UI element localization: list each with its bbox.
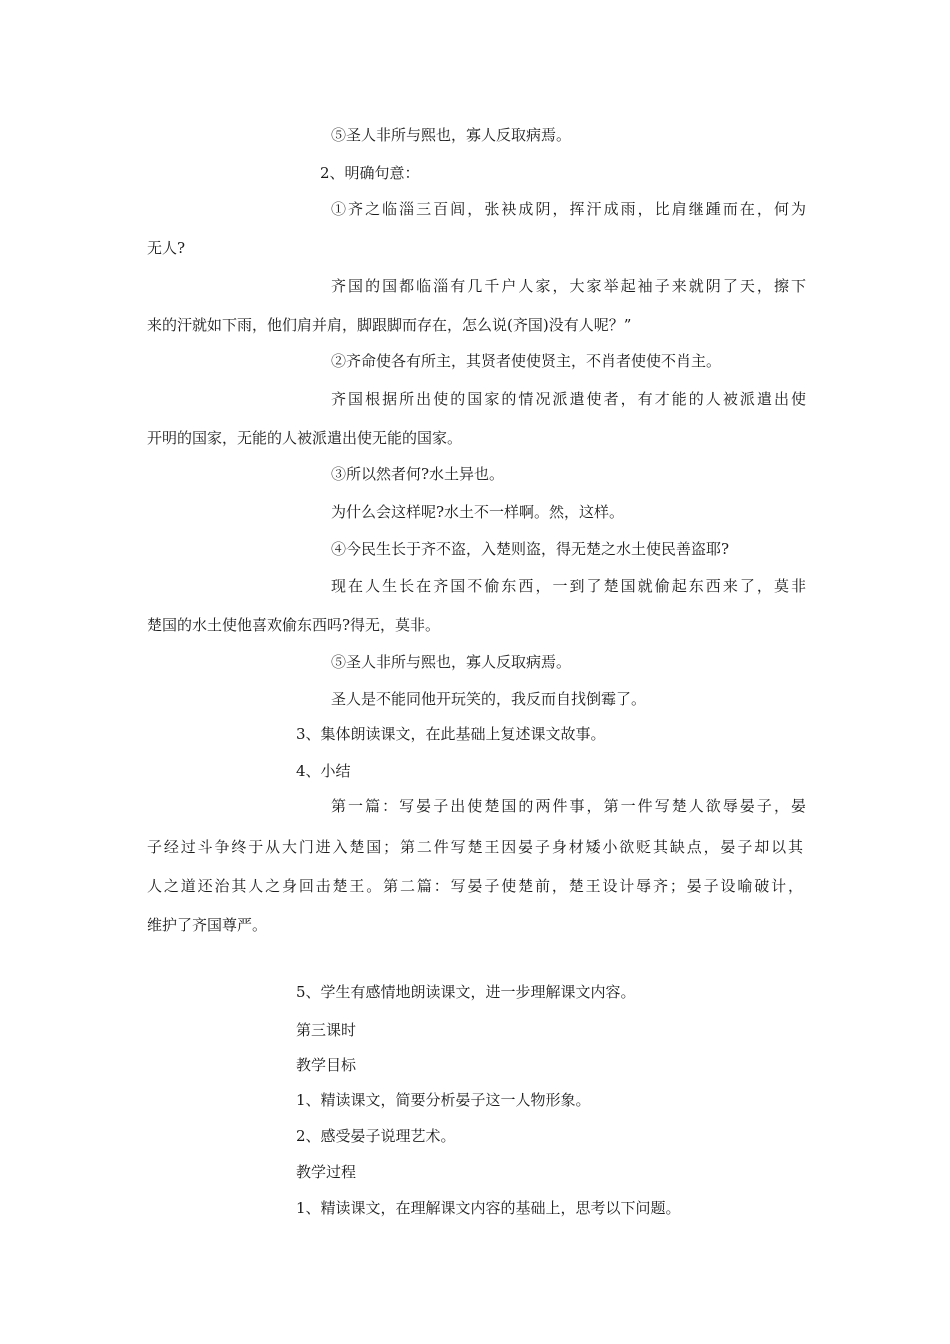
text-line: 1、精读课文，在理解课文内容的基础上，思考以下问题。 [296,1199,681,1217]
text-line: ①齐之临淄三百闾，张袂成阴，挥汗成雨，比肩继踵而在，何为 [331,200,806,218]
text-line: ③所以然者何?水土异也。 [331,465,505,483]
text-line: 1、精读课文，简要分析晏子这一人物形象。 [296,1091,591,1109]
text-line: ④今民生长于齐不盗，入楚则盗，得无楚之水土使民善盗耶? [331,540,730,558]
text-line: ②齐命使各有所主，其贤者使使贤主，不肖者使使不肖主。 [331,352,722,370]
text-line: 人之道还治其人之身回击楚王。第二篇：写晏子使楚前，楚王设计辱齐；晏子设喻破计， [147,877,803,895]
text-line: 为什么会这样呢?水土不一样啊。然，这样。 [331,503,625,521]
text-line: 第一篇：写晏子出使楚国的两件事，第一件写楚人欲辱晏子，晏 [331,797,806,815]
text-line: ⑤圣人非所与熙也，寡人反取病焉。 [331,653,572,671]
text-line: 维护了齐国尊严。 [147,916,268,934]
text-line: ⑤圣人非所与熙也，寡人反取病焉。 [331,126,572,144]
section-heading: 3、集体朗读课文，在此基础上复述课文故事。 [296,725,606,743]
text-line: 齐国的国都临淄有几千户人家，大家举起袖子来就阴了天，擦下 [331,277,806,295]
section-heading: 第三课时 [296,1021,357,1039]
text-line: 齐国根据所出使的国家的情况派遣使者，有才能的人被派遣出使 [331,390,806,408]
section-heading: 2、明确句意： [320,164,420,182]
text-line: 现在人生长在齐国不偷东西，一到了楚国就偷起东西来了，莫非 [331,577,806,595]
text-line: 子经过斗争终于从大门进入楚国；第二件写楚王因晏子身材矮小欲贬其缺点，晏子却以其 [147,838,803,856]
text-line: 无人? [147,239,186,257]
text-line: 2、感受晏子说理艺术。 [296,1127,456,1145]
section-heading: 教学过程 [296,1163,357,1181]
text-line: 来的汗就如下雨，他们肩并肩，脚跟脚而存在，怎么说(齐国)没有人呢？” [147,316,632,334]
section-heading: 4、小结 [296,762,351,780]
text-line: 圣人是不能同他开玩笑的，我反而自找倒霉了。 [331,690,647,708]
text-line: 开明的国家，无能的人被派遣出使无能的国家。 [147,429,463,447]
text-line: 楚国的水土使他喜欢偷东西吗?得无，莫非。 [147,616,441,634]
section-heading: 5、学生有感情地朗读课文，进一步理解课文内容。 [296,983,636,1001]
section-heading: 教学目标 [296,1056,357,1074]
